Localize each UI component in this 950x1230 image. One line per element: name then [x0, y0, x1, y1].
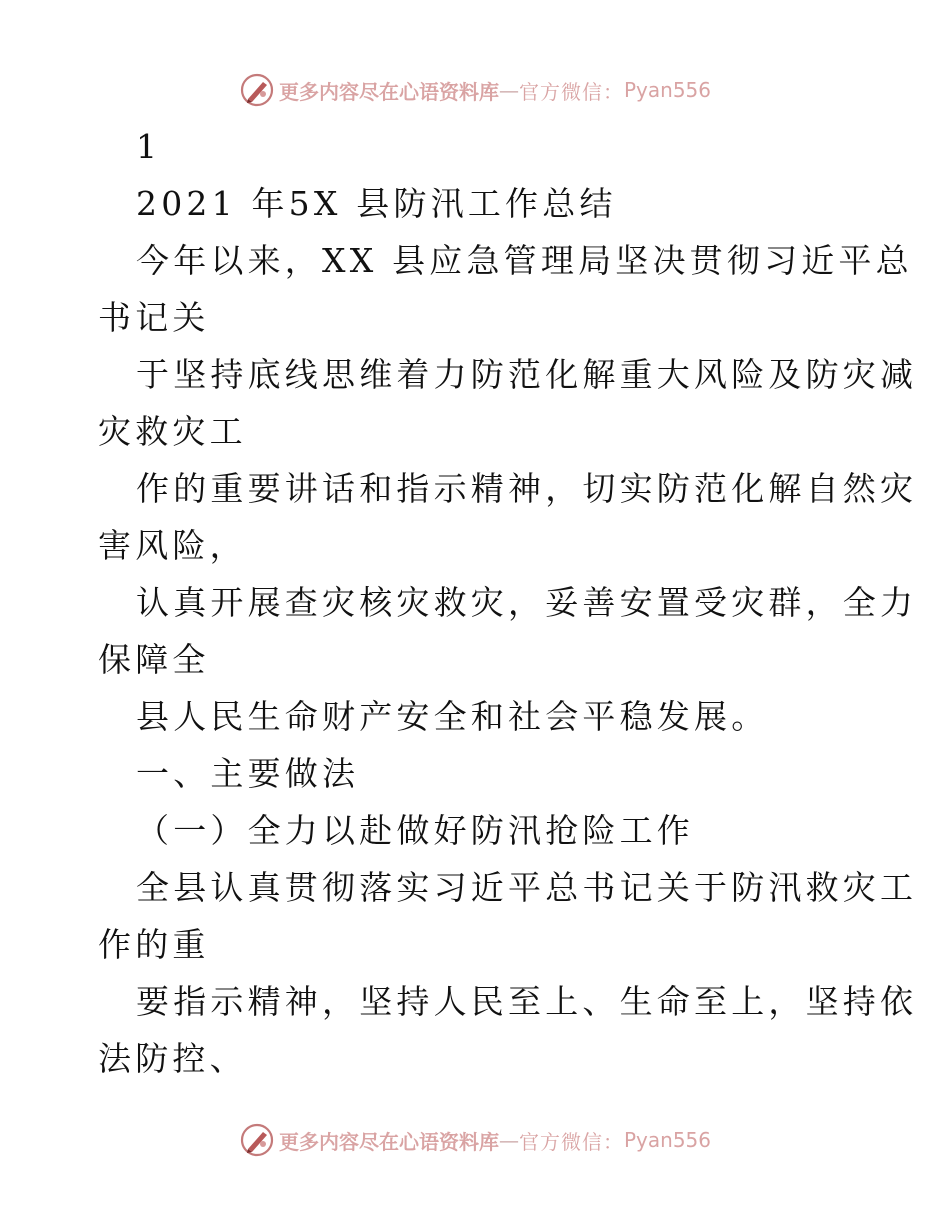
text-line: 1: [136, 127, 162, 166]
text-line: 灾救灾工: [98, 412, 247, 451]
watermark-label: 官方微信：: [518, 1129, 624, 1154]
text-line: 保障全: [98, 640, 210, 679]
header-watermark: [0, 70, 950, 110]
watermark-separator: —: [498, 78, 519, 102]
text-line: 认真开展查灾核灾救灾，妥善安置受灾群，全力: [136, 583, 918, 622]
watermark-separator: —: [498, 1128, 519, 1152]
text-line: 于坚持底线思维着力防范化解重大风险及防灾减: [136, 355, 918, 394]
text-line: 全县认真贯彻落实习近平总书记关于防汛救灾工: [136, 868, 918, 907]
text-line: 书记关: [98, 298, 210, 337]
document-body: [98, 118, 918, 1087]
text-line: 作的重: [98, 925, 210, 964]
text-line: 害风险，: [98, 526, 247, 565]
section-heading: 一、主要做法: [136, 754, 360, 793]
watermark-label: 官方微信：: [518, 79, 624, 104]
watermark-wechat-id: Pyan556: [623, 1128, 711, 1152]
pen-logo-icon: [239, 72, 275, 108]
watermark-text: 更多内容尽在心语资料库: [278, 1129, 499, 1154]
subsection-heading: （一）全力以赴做好防汛抢险工作: [136, 811, 694, 850]
text-line: 县人民生命财产安全和社会平稳发展。: [136, 697, 769, 736]
text-line: 今年以来，XX 县应急管理局坚决贯彻习近平总: [136, 241, 913, 280]
text-line: 要指示精神，坚持人民至上、生命至上，坚持依: [136, 982, 918, 1021]
text-line: 作的重要讲话和指示精神，切实防范化解自然灾: [136, 469, 918, 508]
watermark-text: 更多内容尽在心语资料库: [278, 79, 499, 104]
document-title: 2021 年5X 县防汛工作总结: [136, 184, 617, 223]
text-line: 法防控、: [98, 1039, 247, 1078]
watermark-wechat-id: Pyan556: [623, 78, 711, 102]
footer-watermark: [0, 1120, 950, 1160]
pen-logo-icon: [239, 1122, 275, 1158]
